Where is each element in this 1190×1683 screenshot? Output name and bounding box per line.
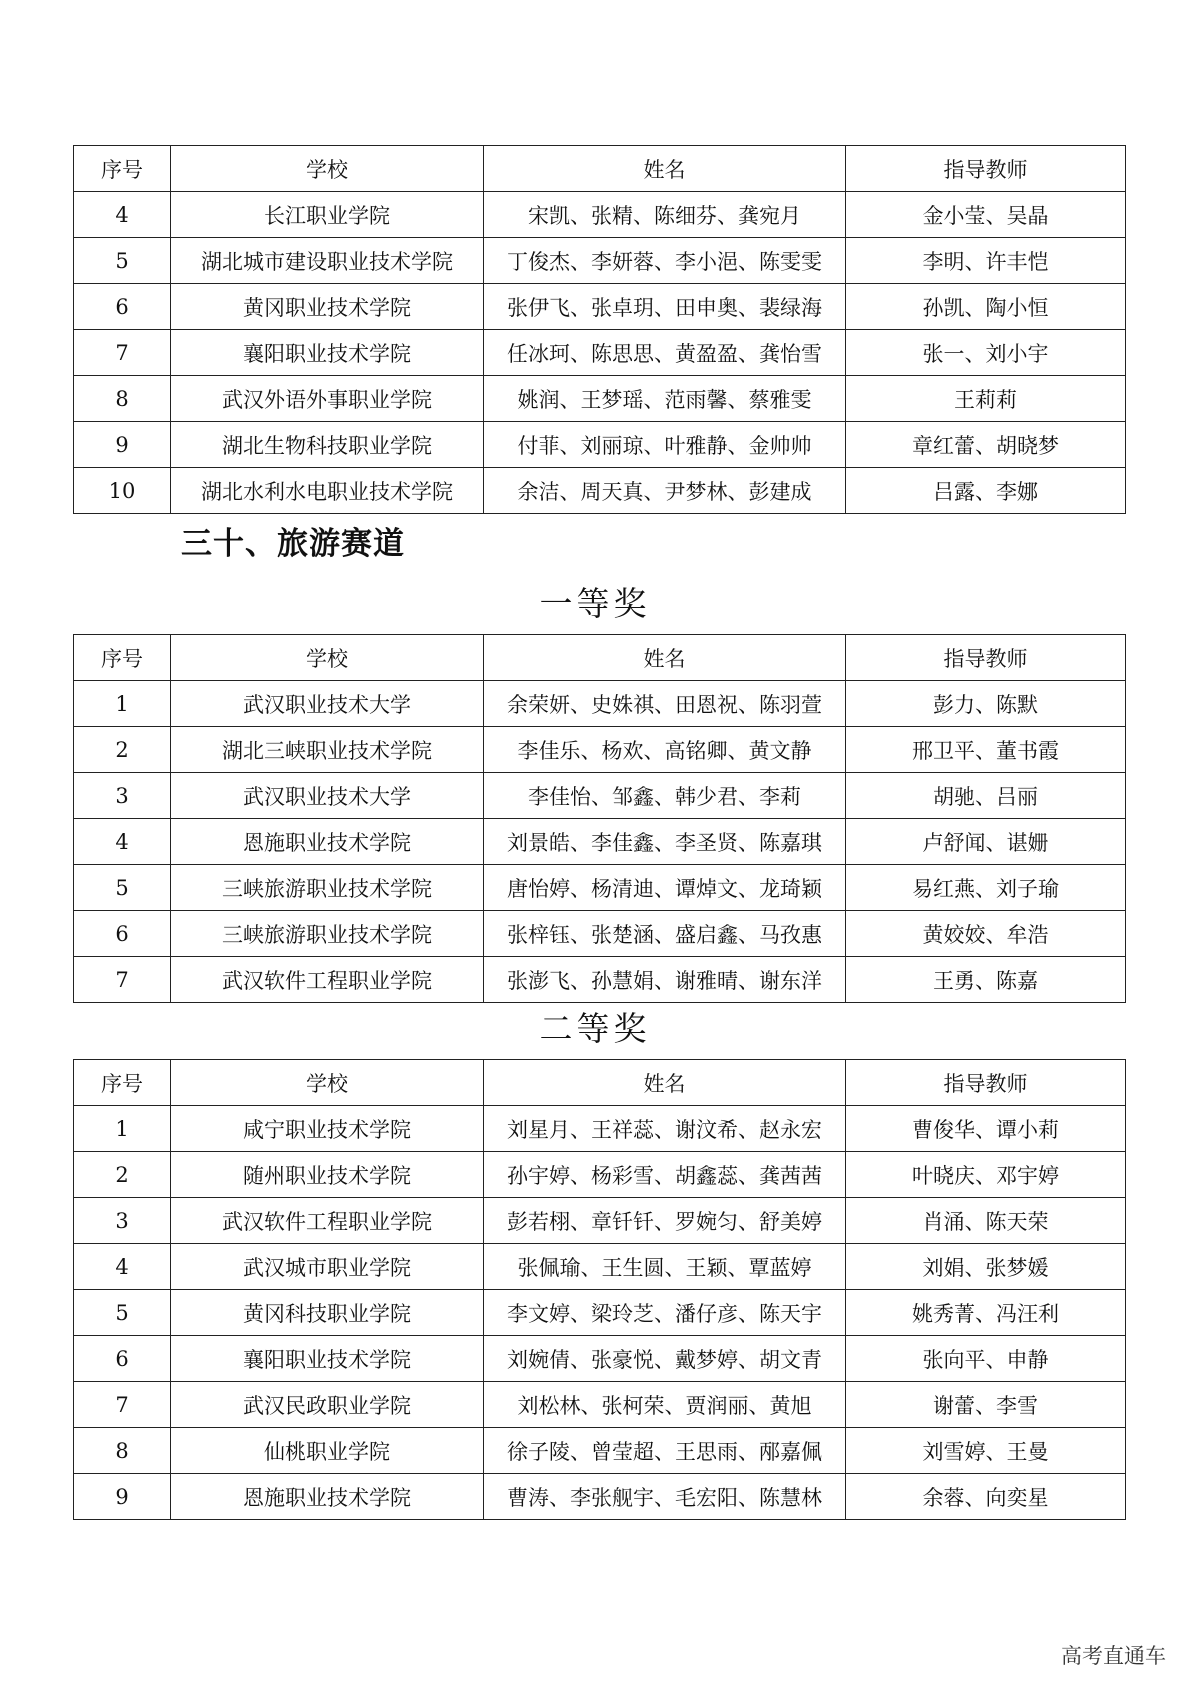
watermark-text: 高考直通车 (1061, 1644, 1166, 1668)
table-row (74, 1244, 1126, 1290)
cell-names: 李佳怡、邹鑫、韩少君、李莉 (484, 773, 846, 819)
cell-index: 3 (74, 773, 171, 819)
table-row (74, 238, 1126, 284)
cell-index: 5 (74, 865, 171, 911)
table-row (74, 957, 1126, 1003)
cell-names: 宋凯、张精、陈细芬、龚宛月 (484, 192, 846, 238)
table-row (74, 1474, 1126, 1520)
table-row (74, 819, 1126, 865)
cell-teachers: 彭力、陈默 (846, 681, 1126, 727)
cell-school: 武汉软件工程职业学院 (171, 957, 484, 1003)
cell-index: 1 (74, 1106, 171, 1152)
header-teachers: 指导教师 (846, 1060, 1126, 1106)
cell-teachers: 肖涌、陈天荣 (846, 1198, 1126, 1244)
cell-school: 三峡旅游职业技术学院 (171, 865, 484, 911)
cell-names: 李文婷、梁玲芝、潘仔彦、陈天宇 (484, 1290, 846, 1336)
cell-names: 刘星月、王祥蕊、谢汶希、赵永宏 (484, 1106, 846, 1152)
cell-school: 武汉职业技术大学 (171, 681, 484, 727)
cell-school: 仙桃职业学院 (171, 1428, 484, 1474)
cell-names: 刘景皓、李佳鑫、李圣贤、陈嘉琪 (484, 819, 846, 865)
first-prize-heading: 一等奖 (539, 584, 651, 623)
cell-index: 3 (74, 1198, 171, 1244)
cell-school: 武汉外语外事职业学院 (171, 376, 484, 422)
cell-teachers: 谢蕾、李雪 (846, 1382, 1126, 1428)
cell-school: 襄阳职业技术学院 (171, 1336, 484, 1382)
cell-index: 6 (74, 1336, 171, 1382)
table-row (74, 1290, 1126, 1336)
cell-school: 黄冈职业技术学院 (171, 284, 484, 330)
cell-school: 武汉软件工程职业学院 (171, 1198, 484, 1244)
cell-names: 李佳乐、杨欢、高铭卿、黄文静 (484, 727, 846, 773)
header-school: 学校 (171, 1060, 484, 1106)
continued-award-table (73, 145, 1126, 514)
cell-index: 5 (74, 1290, 171, 1336)
cell-names: 彭若栩、章钎钎、罗婉匀、舒美婷 (484, 1198, 846, 1244)
cell-names: 张佩瑜、王生圆、王颖、覃蓝婷 (484, 1244, 846, 1290)
table-header-row (74, 1060, 1126, 1106)
cell-index: 2 (74, 727, 171, 773)
table-row (74, 1152, 1126, 1198)
header-names: 姓名 (484, 1060, 846, 1106)
cell-index: 1 (74, 681, 171, 727)
cell-school: 襄阳职业技术学院 (171, 330, 484, 376)
cell-teachers: 余蓉、向奕星 (846, 1474, 1126, 1520)
cell-index: 5 (74, 238, 171, 284)
cell-school: 黄冈科技职业学院 (171, 1290, 484, 1336)
cell-names: 张梓钰、张楚涵、盛启鑫、马孜惠 (484, 911, 846, 957)
cell-teachers: 王勇、陈嘉 (846, 957, 1126, 1003)
cell-index: 9 (74, 1474, 171, 1520)
cell-index: 7 (74, 1382, 171, 1428)
cell-school: 随州职业技术学院 (171, 1152, 484, 1198)
cell-names: 付菲、刘丽琼、叶雅静、金帅帅 (484, 422, 846, 468)
cell-teachers: 刘娟、张梦媛 (846, 1244, 1126, 1290)
table-row (74, 422, 1126, 468)
cell-names: 姚润、王梦瑶、范雨馨、蔡雅雯 (484, 376, 846, 422)
table-header-row (74, 635, 1126, 681)
header-index: 序号 (74, 635, 171, 681)
cell-school: 恩施职业技术学院 (171, 819, 484, 865)
cell-school: 武汉民政职业学院 (171, 1382, 484, 1428)
cell-teachers: 张一、刘小宇 (846, 330, 1126, 376)
cell-teachers: 金小莹、吴晶 (846, 192, 1126, 238)
cell-school: 咸宁职业技术学院 (171, 1106, 484, 1152)
cell-names: 刘松林、张柯荣、贾润丽、黄旭 (484, 1382, 846, 1428)
section-title: 三十、旅游赛道 (181, 526, 405, 562)
second-prize-heading: 二等奖 (539, 1009, 651, 1048)
cell-index: 6 (74, 284, 171, 330)
cell-index: 8 (74, 1428, 171, 1474)
cell-names: 张澎飞、孙慧娟、谢雅晴、谢东洋 (484, 957, 846, 1003)
cell-index: 10 (74, 468, 171, 514)
cell-index: 7 (74, 330, 171, 376)
cell-school: 湖北城市建设职业技术学院 (171, 238, 484, 284)
table-row (74, 1382, 1126, 1428)
header-index: 序号 (74, 146, 171, 192)
cell-teachers: 孙凯、陶小恒 (846, 284, 1126, 330)
cell-teachers: 王莉莉 (846, 376, 1126, 422)
cell-names: 丁俊杰、李妍蓉、李小浥、陈雯雯 (484, 238, 846, 284)
table-row (74, 284, 1126, 330)
header-teachers: 指导教师 (846, 146, 1126, 192)
table-row (74, 681, 1126, 727)
table-row (74, 865, 1126, 911)
cell-index: 9 (74, 422, 171, 468)
cell-names: 孙宇婷、杨彩雪、胡鑫蕊、龚茜茜 (484, 1152, 846, 1198)
cell-names: 任冰珂、陈思思、黄盈盈、龚怡雪 (484, 330, 846, 376)
cell-teachers: 曹俊华、谭小莉 (846, 1106, 1126, 1152)
table-row (74, 727, 1126, 773)
cell-teachers: 章红蕾、胡晓梦 (846, 422, 1126, 468)
cell-school: 武汉职业技术大学 (171, 773, 484, 819)
table-row (74, 376, 1126, 422)
cell-names: 刘婉倩、张豪悦、戴梦婷、胡文青 (484, 1336, 846, 1382)
cell-teachers: 卢舒闻、谌姗 (846, 819, 1126, 865)
header-school: 学校 (171, 146, 484, 192)
table-header-row (74, 146, 1126, 192)
cell-index: 7 (74, 957, 171, 1003)
cell-school: 长江职业学院 (171, 192, 484, 238)
cell-names: 余荣妍、史姝祺、田恩祝、陈羽萱 (484, 681, 846, 727)
cell-school: 湖北生物科技职业学院 (171, 422, 484, 468)
cell-index: 2 (74, 1152, 171, 1198)
cell-teachers: 胡驰、吕丽 (846, 773, 1126, 819)
cell-school: 湖北水利水电职业技术学院 (171, 468, 484, 514)
cell-school: 武汉城市职业学院 (171, 1244, 484, 1290)
table-row (74, 773, 1126, 819)
table-row (74, 468, 1126, 514)
header-teachers: 指导教师 (846, 635, 1126, 681)
cell-index: 4 (74, 819, 171, 865)
second-prize-table (73, 1059, 1126, 1520)
table-row (74, 1428, 1126, 1474)
cell-names: 唐怡婷、杨清迪、谭焯文、龙琦颖 (484, 865, 846, 911)
cell-teachers: 黄姣姣、牟浩 (846, 911, 1126, 957)
table-row (74, 1198, 1126, 1244)
cell-teachers: 刘雪婷、王曼 (846, 1428, 1126, 1474)
cell-index: 4 (74, 192, 171, 238)
cell-index: 8 (74, 376, 171, 422)
cell-teachers: 叶晓庆、邓宇婷 (846, 1152, 1126, 1198)
cell-names: 徐子陵、曾莹超、王思雨、邴嘉佩 (484, 1428, 846, 1474)
cell-names: 余洁、周天真、尹梦林、彭建成 (484, 468, 846, 514)
cell-teachers: 李明、许丰恺 (846, 238, 1126, 284)
header-school: 学校 (171, 635, 484, 681)
first-prize-table (73, 634, 1126, 1003)
cell-school: 恩施职业技术学院 (171, 1474, 484, 1520)
cell-teachers: 易红燕、刘子瑜 (846, 865, 1126, 911)
header-names: 姓名 (484, 146, 846, 192)
cell-teachers: 姚秀菁、冯汪利 (846, 1290, 1126, 1336)
cell-teachers: 张向平、申静 (846, 1336, 1126, 1382)
cell-names: 张伊飞、张卓玥、田申奥、裴绿海 (484, 284, 846, 330)
header-names: 姓名 (484, 635, 846, 681)
cell-names: 曹涛、李张舰宇、毛宏阳、陈慧林 (484, 1474, 846, 1520)
cell-teachers: 邢卫平、董书霞 (846, 727, 1126, 773)
header-index: 序号 (74, 1060, 171, 1106)
cell-index: 4 (74, 1244, 171, 1290)
table-row (74, 192, 1126, 238)
table-row (74, 1336, 1126, 1382)
cell-school: 三峡旅游职业技术学院 (171, 911, 484, 957)
table-row (74, 1106, 1126, 1152)
table-row (74, 911, 1126, 957)
table-row (74, 330, 1126, 376)
cell-index: 6 (74, 911, 171, 957)
cell-school: 湖北三峡职业技术学院 (171, 727, 484, 773)
cell-teachers: 吕露、李娜 (846, 468, 1126, 514)
